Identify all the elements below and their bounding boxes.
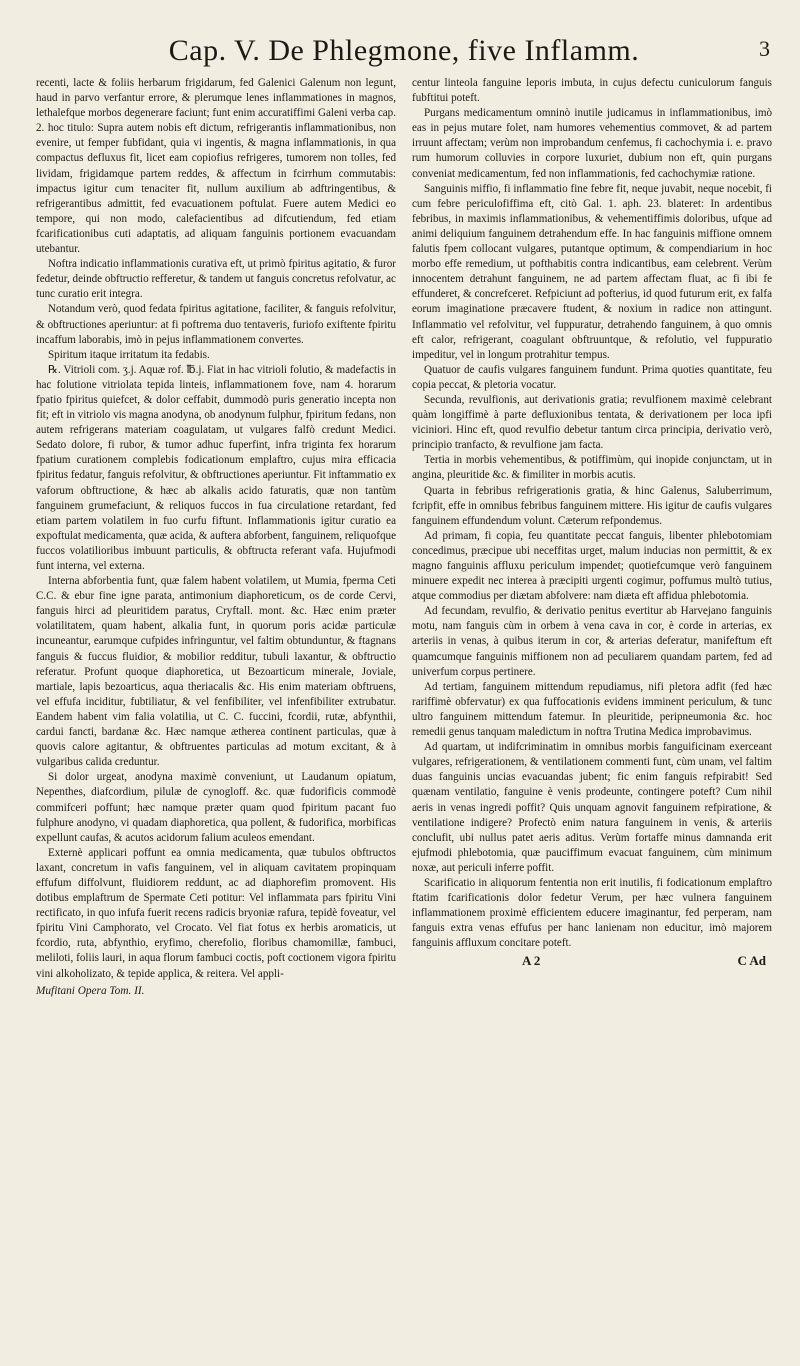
paragraph: Quarta in febribus refrigerationis gratia, & hinc Galenus, Saluberrimum, fcripfit, effe in omnibus febribus fanguinem mittere. His igitur de caufis vulgares fanguinem effundendum volunt. Cæterum refpondemus. bbox=[412, 484, 772, 527]
paragraph: Spiritum itaque irritatum ita fedabis. bbox=[48, 348, 210, 361]
footer-left: Mufitani Opera Tom. II. bbox=[36, 984, 145, 997]
paragraph: Tertia in morbis vehementibus, & potiffimùm, qui inopide conjunctam, ut in angina, pleuritide &c. & fimiliter in morbis acutis. bbox=[412, 454, 772, 482]
paragraph: Secunda, revulfionis, aut derivationis gratia; revulfionem maximè celebrant quàm longiffimè à parte defluxionibus tentata, & derivationem per loca ipfi viciniori. Hinc eft, quod revulfio debetur tantum circa principia, derivatio verò, principio tranfacto, & revulfione jam facta. bbox=[412, 393, 772, 452]
catchword: C Ad bbox=[737, 953, 766, 969]
paragraph: Ad fecundam, revulfio, & derivatio penitus evertitur ab Harvejano fanguinis motu, nam fanguis cùm in orbem à vena cava in cor, è corde in arterias, ex arteriis in venas, à quibus iterum in cor, & arterias deferatur, manifeftum eft quamcumque fanguinis miffionem non ad peculiarem quandam partem, fed ad univerfum corpus pertinere. bbox=[412, 605, 772, 678]
paragraph: Scarificatio in aliquorum fententia non erit inutilis, fi fodicationum emplaftro ftatim fcarificationis dolor fedetur Verum, per hæc vulnera fanguinem inflammationem proximè efficientem educere imaginantur, fed perperam, nam fanguis extra venas effufus per hanc lanienam non educitur, imò majorem fanguinis affluxum concitare poteft. bbox=[412, 876, 772, 950]
paragraph: Ad tertiam, fanguinem mittendum repudiamus, nifi pletora adfit (fed hæc rariffimè obfervatur) ex qua fuffocationis evidens imminent periculum, & tunc ultro fanguinem mittendum fatemur. In pleuritide, peripneumonia &c. hoc remedii genus tanquam maledictum in noftra Trutina Medica improbavimus. bbox=[412, 680, 772, 739]
paragraph: Sanguinis miffio, fi inflammatio fine febre fit, neque juvabit, neque nocebit, fi cum febre periculofiffima eft, citò Gal. 1. aph. 23. blateret: In ardentibus febribus, in maximis inflammationibus, & vehementiffimis doloribus, ufque ad animi deliquium fanguinem detrahendum effe. In hac fanguinis miffione omnem falutis fpem collocant vulgares, putantque optimum, & compendiarium in hoc morbo effe remedium, ut pofthabitis contra indicantibus, eam celebrent. Verùm innocentem detrahunt fanguinem, ne ad partem affectam fluat, ac fi ibi fe effunderet, & concrefceret. Refpiciunt ad pofterius, id quod futurum erit, ex falfa eorum imaginatione præcavere ftudent, & noxium in radice non attingunt. Inflammatio vel refolvitur, vel fuppuratur, detrahendo fanguinem, à quo omnis eft calor, refrigerant, coagulant obftruuntque, & refolutio, vel fuppuratio impeditur, vel in longum protrahitur tempus. bbox=[412, 182, 772, 361]
paragraph: Purgans medicamentum omninò inutile judicamus in inflammationibus, imò eas in pejus mutare folet, nam humores vehementius commovet, & ad partem irruunt affectam; verùm non improbandum cenfemus, fi cachochymia i. e. pravo rum humorum colluvies in corpore luxuriet, dubium non eft, quin purgans conveniat medicamentum, fed non inflammationis, fed cachochymiæ ratione. bbox=[412, 107, 772, 180]
left-column bbox=[36, 76, 396, 999]
signature-mark: A 2 bbox=[522, 953, 541, 969]
running-head: Cap. V. De Phlegmone, five Inflamm. bbox=[168, 34, 640, 67]
page-number: 3 bbox=[759, 36, 770, 61]
paragraph: Notandum verò, quod fedata fpiritus agitatione, faciliter, & fanguis refolvitur, & obftructiones aperiuntur: at fi poftrema duo tentaveris, furiofo exiftente fpiritu incaffum laborabis, imò in pejus inflammationem convertes. bbox=[36, 303, 396, 346]
right-column bbox=[412, 76, 772, 999]
paragraph: ℞. Vitrioli com. ʒ.j. Aquæ rof. ℔.j. Fiat in hac vitrioli folutio, & madefactis in hac folutione vitriolata tepida linteis, inflammationem fove, nam 4. horarum fpatio fpiritus quiefcet, & dolor ceffabit, dummodò puris generatio incepta non fit; eft in vitriolo vis magna anodyna, ob anodynum fulphur, fpiritum fedans, non autem refrigerans materiam coagulatam, ut vulgares falfò credunt Medici. Sedato dolore, fi rubor, & tumor adhuc fuperfint, infra triginta fex horarum fpatium curationem complebis fodicationum emplaftro, cujus mira efficacia fpiritus fedatur, fanguis refolvitur, & obftructiones aperiuntur. Fit inftammatio ex vaforum obftructione, & hæc ab alkalis acido faturatis, quæ non tantùm fanguinem grumefaciunt, & reliquos fuccos in fua circulatione retardant, fed etiam partem volatilem in fuo curfu fiftunt. Inflammationis igitur curatio ea expoftulat medicamenta, quæ acida, & auftera abforbent, fanguinem, reliquofque fuccos volatilioribus imbuunt particulis, & obftructa referant vafa. Hujufmodi funt interna, vel externa. bbox=[36, 363, 396, 572]
paragraph: Ad quartam, ut indifcriminatim in omnibus morbis fanguificinam exerceant vulgares, refrigerationem, & ventilationem commenti funt, cùm unam, vel faltim duas fanguinis uncias evacuandas jubent; fic enim fanguis refpirabit! Sed quænam ventilatio, fanguine è venis prodeunte, contingere poteft? Cum nihil aeris in venas ingredi poffit? Quis unquam agnovit fanguinem refpiratione, & ventilatione indigere? Profectò enim natura fanguinem in venis, & arteriis conclufit, ubi nullus patet aeris aditus. Verùm fortaffe minus damnanda erit ejufmodi phlebotomia, quæ pauciffimum evacuat fanguinem, cùm minimum noxæ, aut periculi inferre poffit. bbox=[412, 741, 772, 874]
paragraph: Ad primam, fi copia, feu quantitate peccat fanguis, libenter phlebotomiam concedimus, præcipue ubi neceffitas urget, malum inducias non permittit, & ex magno fanguinis affluxu periculum impendet; quotiefcumque verò fanguinem minuere expedit nec interea à præcipiti urgenti cogimur, poffumus multò tutius, atque commodius per diætam abfolvere: nam diæta eft affidua phlebotomia. bbox=[412, 529, 772, 603]
paragraph: Quatuor de caufis vulgares fanguinem fundunt. Prima quoties quantitate, feu copia peccat, & pletoria vocatur. bbox=[412, 363, 772, 391]
paragraph: Noftra indicatio inflammationis curativa eft, ut primò fpiritus agitatio, & furor fedetur, deinde obftructio refferetur, & tandem ut fanguis concretus refolvatur, ac tunc curatio erit integra. bbox=[36, 258, 396, 301]
paragraph: centur linteola fanguine leporis imbuta, in cujus defectu cuniculorum fanguis fubftitui poteft. bbox=[412, 77, 772, 105]
paragraph: Interna abforbentia funt, quæ falem habent volatilem, ut Mumia, fperma Ceti C.C. & ebur fine igne parata, antimonium diaphoreticum, os de corde Cervi, fanguis hirci ad pleuritidem paratus, Cryftall. mont. &c. Hæc enim præter volatilitatem, quam habent, alkalia funt, in quorum poris acidæ particulæ incuneantur, earumque cufpides infringuntur, vel faltim obtunduntur, & ftagnans fanguis & fuccus fluidior, & mobilior redditur, tubuli laxantur, & obftructio referatur. Profunt quoque diaphoretica, ut Bezoarticum minerale, Joviale, martiale, lapis bezoarticus, aqua theriacalis &c. His enim materiam obftruens, vel effufa inciditur, fubtiliatur, & vel fenfibiliter, vel infenfibiliter extrubatur. Eandem habent vim falia volatilia, ut C. C. fuccini, fcordii, rutæ, abfynthii, cardui fancti, bardanæ &c. Hæc namque ætherea continent particulas, quæ à quovis calore agitantur, & obftruentes particulas ad motum excitant, & à vulgaribus calida creduntur. bbox=[36, 575, 396, 769]
paragraph: Externè applicari poffunt ea omnia medicamenta, quæ tubulos obftructos laxant, concretum in vafis fanguinem, vel in aliquam cavitatem propinquam effufum diffolvunt, fluidiorem reddunt, ac ad diaphorefim promovent. His dotibus emplaftrum de Spermate Ceti potitur: Vel inflammata pars fpiritu Vini rectificato, in quo infufa fuerit recens radicis bryoniæ rafura, tepidè foveatur, vel fpiritu Vini Camphorato, vel Crocato. Vel fiat fotus ex herbis aromaticis, ut fcordio, ruta, abfynthio, eryfimo, cherefolio, floribus chamomillæ, fambuci, meliloti, foliis lauri, in aqua florum fambuci coctis, poft coctionem vigora fpiritu vini alkoholizato, & tepide applica, & reitera. Vel appli- bbox=[36, 846, 396, 980]
text-columns bbox=[36, 76, 772, 999]
paragraph: Si dolor urgeat, anodyna maximè conveniunt, ut Laudanum opiatum, Nepenthes, diafcordium, pilulæ de cynogloff. &c. quæ fudorificis commodè commifceri poffunt; hæc namque præter quam quod fpiritum pacant fuo fulphure anodyno, vi quadam diaphoretica, qua pollent, & fudorifica, morbificas expellunt caufas, & acutos acidorum falium aculeos emendant. bbox=[36, 771, 396, 844]
footer-right bbox=[412, 953, 772, 968]
page-header bbox=[36, 26, 772, 76]
paragraph: recenti, lacte & foliis herbarum frigidarum, fed Galenici Galenum non legunt, haud in parvo verfantur errore, & plerumque lenes inflammationes in magnos, lethalefque morbos degenerare faciunt; funt enim accuratiffimi Galeni verba cap. 2. hoc titulo: Supra autem nobis eft dictum, refrigerantis inflammationibus, non evenire, ut femper fubfidant, quia vi ingentis, & magna inflammationis, in qua compactus defluxus fit, licet eam copiofius refrigeres, tumorem non tolles, fed lividam, frigidamque partem reddes, & affectum in fcirrhum commutabis: impactus igitur cum tenaciter fit, nullum auxilium ab adftringentibus, & refrigerantibus admittit, fed evacuationem poftulat. Fuere autem Medici eo tempore, qui non modo, calefacientibus ad difcutiendum, fed etiam fcarificationibus cuti adaptatis, ad aliquam fanguinis portionem evacuandam utebantur. bbox=[36, 77, 396, 256]
